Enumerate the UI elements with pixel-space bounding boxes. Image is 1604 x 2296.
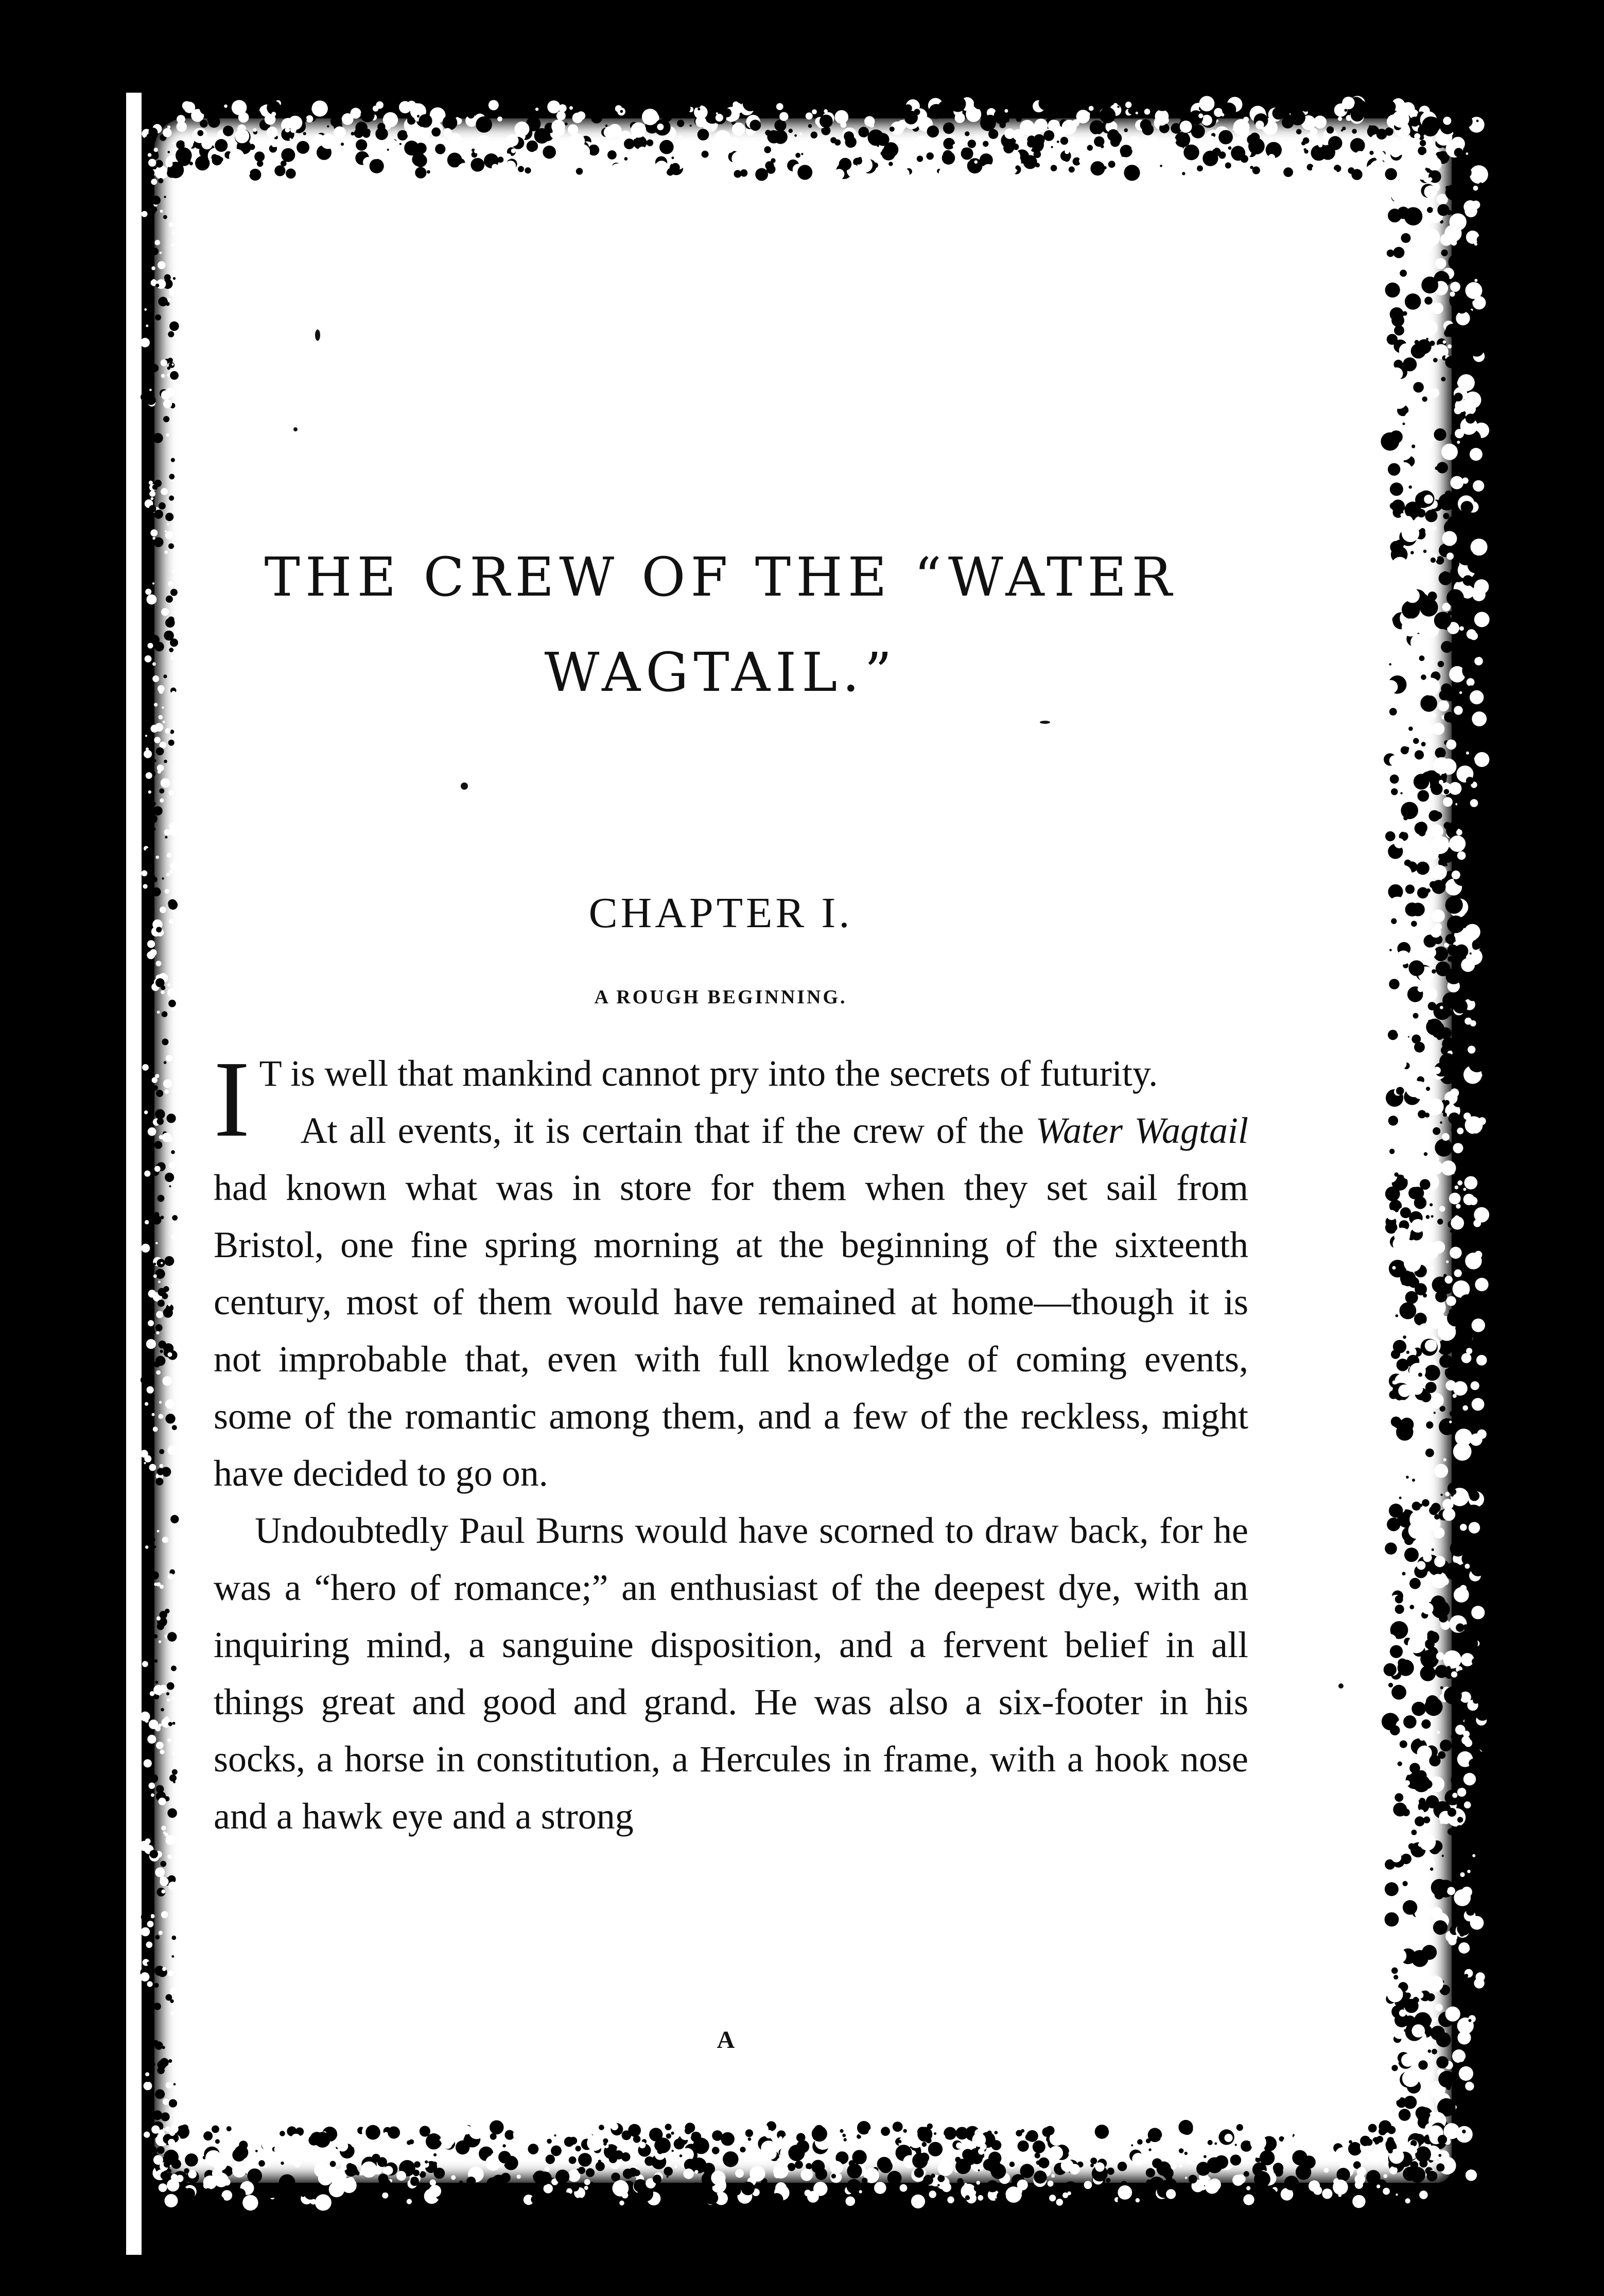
book-title-line-2: WAGTAIL.” — [544, 641, 897, 704]
chapter-heading: CHAPTER I. — [588, 889, 853, 937]
scan-speck — [1040, 721, 1050, 724]
body-text — [214, 1038, 1248, 1845]
book-title-line-1: THE CREW OF THE “WATER — [264, 546, 1177, 608]
scan-speck — [1338, 1683, 1344, 1689]
paragraph-3 — [214, 1502, 1248, 1845]
paragraph-2 — [214, 1102, 1248, 1502]
drop-cap: I — [214, 1038, 250, 1159]
scan-speck — [315, 329, 320, 341]
paragraph-2-text: At all events, it is certain that if the crew of the Water Wagtail had known what was in store for them when they set sail from Bristol, one fine spring morning at the beginning of the sixteenth century, most of them would have remained at home—though it is not improbable that, even with full knowledge of coming events, some of the romantic among them, and a few of the reckless, might have decided to go on. — [214, 1110, 1248, 1494]
chapter-subtitle: A ROUGH BEGINNING. — [594, 986, 847, 1008]
paragraph-1-text: T is well that mankind cannot pry into the secrets of futurity. — [259, 1053, 1158, 1094]
paragraph-3-text: Undoubtedly Paul Burns would have scorned to draw back, for he was a “hero of romance;” an enthusiast of the deepest dye, with an inquiring mind, a sanguine disposition, and a fervent belief in all things great and good and grand. He was also a six-footer in his socks, a horse in constitution, a Hercules in frame, with a hook nose and a hawk eye and a strong — [214, 1510, 1248, 1837]
scan-speck — [293, 427, 298, 431]
ship-name: Water Wagtail — [1035, 1110, 1248, 1151]
signature-mark: A — [717, 2026, 735, 2054]
binding-edge — [126, 93, 142, 2255]
scan-speck — [461, 782, 468, 790]
